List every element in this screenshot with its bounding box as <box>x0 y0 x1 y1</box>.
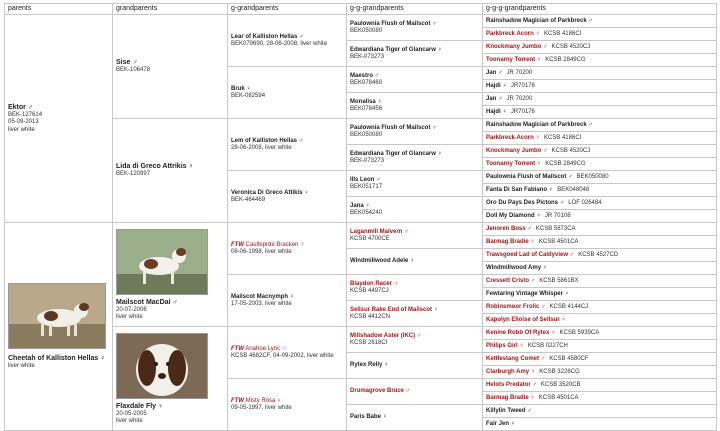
ggg-grandparent-name: Rainshadow Magician of Parkbreck ♂ <box>486 121 593 128</box>
gg-grandparent-name[interactable]: Ills Leon ♂ <box>350 176 381 183</box>
g-grandparent-cell <box>228 223 347 275</box>
header-gg-grandparents: g-g-grandparents <box>347 4 483 15</box>
ggg-grandparent-cell[interactable] <box>483 340 717 353</box>
ggg-grandparent-name: Knockmany Jumbo ♂ <box>486 147 548 154</box>
gg-grandparent-cell <box>347 15 483 41</box>
ggg-grandparent-cell[interactable] <box>483 288 717 301</box>
ggg-grandparent-cell[interactable] <box>483 353 717 366</box>
dam-color: liver white <box>8 363 35 370</box>
ggg-grandparent-cell[interactable] <box>483 171 717 184</box>
g-grandparent-reg: BEK079690, 28-06-2008, liver white <box>231 40 328 47</box>
ggg-grandparent-name: Fewtaring Vintage Whisper ♀ <box>486 290 570 297</box>
gg-grandparent-cell <box>347 275 483 301</box>
dam-cell <box>5 223 113 431</box>
ggg-grandparent-cell[interactable] <box>483 119 717 132</box>
ggg-grandparent-name: Rainshadow Magician of Parkbreck ♂ <box>486 17 593 24</box>
pedigree-row <box>5 223 717 236</box>
grandparent-reg: BEK-106478 <box>116 67 151 74</box>
ggg-grandparent-cell[interactable] <box>483 210 717 223</box>
ggg-grandparent-reg: JR70176 <box>510 82 535 89</box>
gg-grandparent-reg: KCSB 4497CJ <box>350 287 389 294</box>
g-grandparent-name[interactable]: Lear of Kalliston Hellas ♂ <box>231 33 304 40</box>
ggg-grandparent-name: Hajdi ♀ <box>486 108 507 115</box>
gg-grandparent-name[interactable]: Drumagrove Bruce ♂ <box>350 388 411 395</box>
ftw-badge: FTW <box>231 241 244 248</box>
ggg-grandparent-cell[interactable] <box>483 197 717 210</box>
ggg-grandparent-name: Barmag Bradie ♀ <box>486 238 535 245</box>
ggg-grandparent-reg: KCSB 4501CA <box>538 394 579 401</box>
grandparent-cell <box>113 119 228 223</box>
g-grandparent-label: Castleprde Bracken ♂ <box>245 241 305 248</box>
ggg-grandparent-reg: KCSB 4186CI <box>543 30 582 37</box>
g-grandparent-reg: 09-05-1997, liver white <box>231 404 292 411</box>
g-grandparent-cell <box>228 67 347 119</box>
ggg-grandparent-reg: KCSB 4520CJ <box>551 147 591 154</box>
ggg-grandparent-cell[interactable] <box>483 80 717 93</box>
ggg-grandparent-reg: LOF 026484 <box>568 199 602 206</box>
ggg-grandparent-name: Cressett Cristo ♂ <box>486 277 536 284</box>
ggg-grandparent-reg: KCSB 4580CF <box>549 355 589 362</box>
gg-grandparent-name[interactable]: Rytex Relly ♀ <box>350 362 389 369</box>
gg-grandparent-name[interactable]: Paulownia Flush of Mailscot ♂ <box>350 20 437 27</box>
sire-name[interactable]: Ektor ♂ <box>8 103 34 111</box>
ggg-grandparent-name: Fanta Di San Fabiano ♀ <box>486 186 554 193</box>
ggg-grandparent-reg: KCSB 4186CI <box>543 134 582 141</box>
ggg-grandparent-name: Clarburgh Amy ♀ <box>486 368 536 375</box>
ggg-grandparent-name: Parkbreck Acorn ♀ <box>486 30 540 37</box>
grandparent-name[interactable]: Lida di Greco Attrikis ♀ <box>116 163 194 171</box>
gg-grandparent-reg: BEK050080 <box>350 131 383 138</box>
ggg-grandparent-cell[interactable] <box>483 249 717 262</box>
gg-grandparent-name[interactable]: Millshadow Aster (IKC) ♂ <box>350 332 422 339</box>
g-grandparent-reg: 08-06-1998, liver white <box>231 248 292 255</box>
ggg-grandparent-name: Robinsmoor Frolic ♂ <box>486 303 546 310</box>
grandparent-color: liver white <box>116 418 143 425</box>
ggg-grandparent-cell[interactable] <box>483 223 717 236</box>
g-grandparent-cell <box>228 275 347 327</box>
ggg-grandparent-name: Jan ♂ <box>486 95 503 102</box>
g-grandparent-reg: BEK-464469 <box>231 196 266 203</box>
ggg-grandparent-reg: KCSB 5939CA <box>559 329 600 336</box>
gg-grandparent-reg: BEK078460 <box>350 79 383 86</box>
ggg-grandparent-name: Trawsgoed Lad of Caldyview ♂ <box>486 251 575 258</box>
ggg-grandparent-cell[interactable] <box>483 41 717 54</box>
grandparent-name[interactable]: Sise ♂ <box>116 59 138 67</box>
ggg-grandparent-cell[interactable] <box>483 158 717 171</box>
pedigree-body <box>5 15 717 431</box>
g-grandparent-name[interactable] <box>231 398 343 405</box>
gg-grandparent-name[interactable]: Blaydon Racer ♂ <box>350 280 399 287</box>
dam-photo[interactable] <box>8 283 106 349</box>
ggg-grandparent-reg: KCSB 5873CA <box>535 225 576 232</box>
g-grandparent-name[interactable]: Lem of Kalliston Hellas ♂ <box>231 137 304 144</box>
ggg-grandparent-cell[interactable] <box>483 392 717 405</box>
ggg-grandparent-reg: JR 70108 <box>544 212 571 219</box>
gg-grandparent-reg: BEK051717 <box>350 183 383 190</box>
gg-grandparent-reg: BEK-073273 <box>350 157 385 164</box>
g-grandparent-name[interactable] <box>231 242 343 249</box>
ftw-badge: FTW <box>231 345 244 352</box>
gg-grandparent-name[interactable]: Jana ♀ <box>350 202 370 209</box>
gg-grandparent-reg: BEK078456 <box>350 105 383 112</box>
g-grandparent-name[interactable] <box>231 346 343 353</box>
gg-grandparent-cell <box>347 327 483 353</box>
ggg-grandparent-name: Kenine Robb Of Rytex ♂ <box>486 329 556 336</box>
grandparent-name[interactable]: Flaxdale Fly ♀ <box>116 402 164 410</box>
grandparent-cell <box>113 327 228 431</box>
ggg-grandparent-cell[interactable] <box>483 366 717 379</box>
ggg-grandparent-cell[interactable] <box>483 54 717 67</box>
gg-grandparent-cell <box>347 67 483 93</box>
gg-grandparent-reg: BEK054240 <box>350 209 383 216</box>
gg-grandparent-name[interactable]: Maestro ♂ <box>350 72 380 79</box>
ggg-grandparent-reg: JR70176 <box>510 108 535 115</box>
ggg-grandparent-name: Hajdi ♀ <box>486 82 507 89</box>
g-grandparent-cell <box>228 171 347 223</box>
gg-grandparent-cell <box>347 301 483 327</box>
gg-grandparent-cell <box>347 379 483 405</box>
gg-grandparent-reg: BEK050080 <box>350 27 383 34</box>
flaxdale-fly-photo[interactable] <box>116 333 208 399</box>
pedigree-row <box>5 15 717 28</box>
ggg-grandparent-name: Parkbreck Acorn ♀ <box>486 134 540 141</box>
ggg-grandparent-name: Paulownia Flush of Mailscot ♂ <box>486 173 573 180</box>
ggg-grandparent-cell[interactable] <box>483 93 717 106</box>
ggg-grandparent-reg: BEK050080 <box>576 173 609 180</box>
g-grandparent-name[interactable]: Veronica Di Greco Attikis ♀ <box>231 189 309 196</box>
header-parents: parents <box>5 4 113 15</box>
gg-grandparent-name[interactable]: Paulownia Flush of Mailscot ♂ <box>350 124 437 131</box>
ggg-grandparent-name: Philips Girl ♀ <box>486 342 524 349</box>
gg-grandparent-cell <box>347 353 483 379</box>
gg-grandparent-cell <box>347 197 483 223</box>
ggg-grandparent-reg: KCSB 4527CD <box>578 251 619 258</box>
gg-grandparent-name[interactable]: Edwardiana Tiger of Glancarw ♀ <box>350 150 443 157</box>
ggg-grandparent-name: Barmag Bradie ♀ <box>486 394 535 401</box>
ggg-grandparent-name: Windmillwood Amy ♀ <box>486 264 548 271</box>
gg-grandparent-cell <box>347 405 483 431</box>
sire-dob: 05-09-2013 <box>8 119 39 126</box>
ggg-grandparent-cell[interactable] <box>483 314 717 327</box>
ggg-grandparent-cell[interactable] <box>483 405 717 418</box>
gg-grandparent-cell <box>347 171 483 197</box>
ggg-grandparent-reg: KCSB 4144CJ <box>549 303 589 310</box>
g-grandparent-label: Misty Rosa ♀ <box>245 397 282 404</box>
g-grandparent-cell <box>228 15 347 67</box>
ggg-grandparent-name: Kettlestang Comet ♂ <box>486 355 546 362</box>
g-grandparent-cell <box>228 327 347 379</box>
ggg-grandparent-cell[interactable] <box>483 145 717 158</box>
grandparent-cell <box>113 223 228 327</box>
sire-reg: BEK-127614 <box>8 112 43 119</box>
ggg-grandparent-name: Toonarny Torrent ♀ <box>486 56 542 63</box>
gg-grandparent-cell <box>347 93 483 119</box>
ggg-grandparent-name: Oro Du Pays Des Pictons ♂ <box>486 199 565 206</box>
ggg-grandparent-name: Jenoren Boss ♂ <box>486 225 532 232</box>
grandparent-color: liver white <box>116 314 143 321</box>
ggg-grandparent-name: Knockmany Jumbo ♂ <box>486 43 548 50</box>
g-grandparent-reg: KCSB 4682CF, 04-09-2002, liver white <box>231 352 334 359</box>
header-row <box>5 4 717 15</box>
ggg-grandparent-cell[interactable] <box>483 28 717 41</box>
ggg-grandparent-reg: JR 70200 <box>506 69 533 76</box>
ggg-grandparent-reg: KCSB 4520CJ <box>551 43 591 50</box>
mailscot-macdai-photo[interactable] <box>116 229 208 295</box>
gg-grandparent-name[interactable]: Edwardiana Tiger of Glancarw ♀ <box>350 46 443 53</box>
gg-grandparent-name[interactable]: Laganmill Malvern ♂ <box>350 228 409 235</box>
pedigree-table <box>4 3 717 431</box>
ggg-grandparent-cell[interactable] <box>483 275 717 288</box>
ggg-grandparent-reg: KCSB 4501CA <box>538 238 579 245</box>
gg-grandparent-reg: KCSB 4412CN <box>350 313 391 320</box>
ggg-grandparent-cell[interactable] <box>483 184 717 197</box>
dam-name[interactable]: Cheetah of Kalliston Hellas ♀ <box>8 355 106 363</box>
sire-cell <box>5 15 113 223</box>
sire-color: liver white <box>8 126 35 133</box>
ggg-grandparent-cell[interactable] <box>483 106 717 119</box>
ggg-grandparent-name: Kapolyn Elloise of Sellsur ♀ <box>486 316 566 323</box>
g-grandparent-name[interactable]: Mailscot Macnymph ♀ <box>231 293 295 300</box>
g-grandparent-cell <box>228 379 347 431</box>
g-grandparent-name[interactable]: Bruk ♀ <box>231 85 251 92</box>
ggg-grandparent-name: Fair Jen ♀ <box>486 420 516 427</box>
ggg-grandparent-reg: KCSB 3226CG <box>539 368 580 375</box>
ggg-grandparent-name: Doll My Diamond ♀ <box>486 212 541 219</box>
grandparent-name[interactable]: Mailscot MacDai ♂ <box>116 298 178 306</box>
g-grandparent-reg: 17-05-2003, liver white <box>231 300 292 307</box>
gg-grandparent-name[interactable]: Paris Babe ♀ <box>350 414 388 421</box>
ggg-grandparent-cell[interactable] <box>483 379 717 392</box>
grandparent-cell <box>113 15 228 119</box>
ggg-grandparent-cell[interactable] <box>483 418 717 431</box>
gg-grandparent-reg: KCSB 2618CI <box>350 339 388 346</box>
gg-grandparent-reg: BEK-073273 <box>350 53 385 60</box>
ggg-grandparent-reg: KCSB 0227CH <box>527 342 568 349</box>
grandparent-dob: 20-07-2006 <box>116 306 147 313</box>
ggg-grandparent-cell[interactable] <box>483 301 717 314</box>
ggg-grandparent-reg: KCSB 2849CG <box>545 160 586 167</box>
ggg-grandparent-reg: BEK048048 <box>557 186 590 193</box>
gg-grandparent-cell <box>347 223 483 249</box>
gg-grandparent-name[interactable]: Windmillwood Adele ♀ <box>350 258 415 265</box>
ggg-grandparent-name: Killylin Tweed ♂ <box>486 407 532 414</box>
g-grandparent-cell <box>228 119 347 171</box>
gg-grandparent-cell <box>347 41 483 67</box>
gg-grandparent-name[interactable]: Monalisa ♀ <box>350 98 382 105</box>
ggg-grandparent-reg: KCSB 5861BX <box>539 277 579 284</box>
gg-grandparent-name[interactable]: Sellsur Rake End of Mailscot ♀ <box>350 306 439 313</box>
header-grandparents: grandparents <box>113 4 228 15</box>
grandparent-reg: BEK-120997 <box>116 171 151 178</box>
g-grandparent-reg: 28-06-2008, liver white <box>231 144 292 151</box>
gg-grandparent-cell <box>347 119 483 145</box>
ggg-grandparent-name: Jan ♂ <box>486 69 503 76</box>
g-grandparent-reg: BEK-082594 <box>231 92 266 99</box>
ggg-grandparent-reg: JR 70200 <box>506 95 533 102</box>
gg-grandparent-cell <box>347 249 483 275</box>
gg-grandparent-cell <box>347 145 483 171</box>
ggg-grandparent-reg: KCSB 3520CB <box>540 381 581 388</box>
ggg-grandparent-cell[interactable] <box>483 15 717 28</box>
header-ggg-grandparents: g-g-g-grandparents <box>483 4 717 15</box>
header-g-grandparents: g-grandparents <box>228 4 347 15</box>
ggg-grandparent-cell[interactable] <box>483 67 717 80</box>
ggg-grandparent-name: Toonarny Torrent ♀ <box>486 160 542 167</box>
ggg-grandparent-cell[interactable] <box>483 262 717 275</box>
ggg-grandparent-cell[interactable] <box>483 327 717 340</box>
gg-grandparent-reg: KCSB 4700CE <box>350 235 390 242</box>
grandparent-dob: 20-05-2005 <box>116 410 147 417</box>
ggg-grandparent-cell[interactable] <box>483 236 717 249</box>
g-grandparent-label: Anahoe Lyric ♂ <box>245 345 287 352</box>
ggg-grandparent-cell[interactable] <box>483 132 717 145</box>
ggg-grandparent-name: Helots Predator ♂ <box>486 381 537 388</box>
ggg-grandparent-reg: KCSB 2849CG <box>545 56 586 63</box>
ftw-badge: FTW <box>231 397 244 404</box>
